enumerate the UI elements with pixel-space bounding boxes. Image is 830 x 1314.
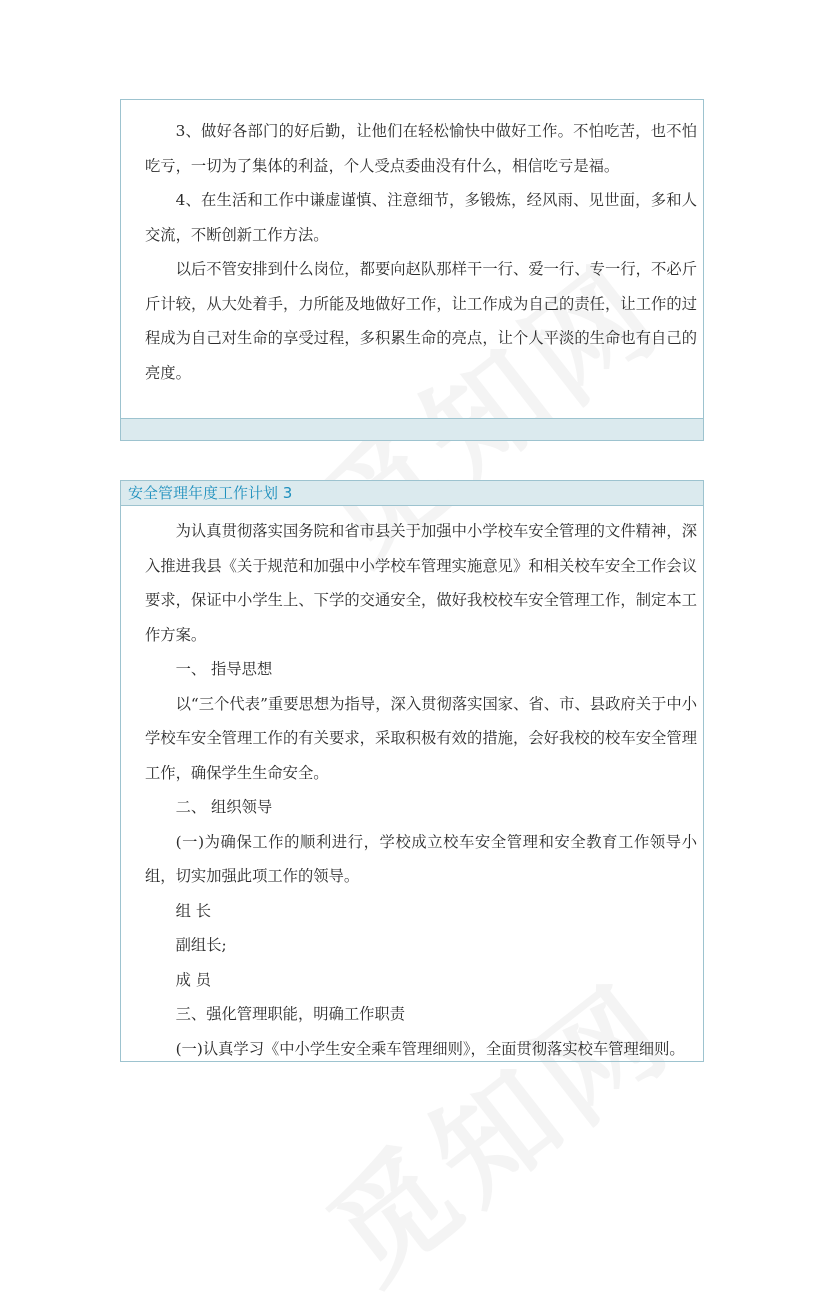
heading-organization: 二、 组织领导 xyxy=(175,798,273,816)
section-box-continued xyxy=(120,99,704,441)
paragraph: (一)认真学习《中小学生安全乘车管理细则》，全面贯彻落实校车管理细则。 xyxy=(175,1039,685,1058)
heading-guiding-ideology: 一、 指导思想 xyxy=(175,660,273,678)
paragraph: 以后不管安排到什么岗位，都要向赵队那样干一行、爱一行、专一行，不必斤斤计较，从大处着手，力所能及地做好工作，让工作成为自己的责任，让工作的过程成为自己对生命的享受过程，多积累生命的亮点，让个人平淡的生命也有自己的亮度。 xyxy=(145,260,697,382)
heading-duties: 三、强化管理职能，明确工作职责 xyxy=(175,1005,406,1023)
section-box-plan-3 xyxy=(120,480,704,1062)
paragraph: 3、做好各部门的好后勤，让他们在轻松愉快中做好工作。不怕吃苦，也不怕吃亏，一切为了集体的利益，个人受点委曲没有什么，相信吃亏是福。 xyxy=(145,122,697,175)
role-deputy-leader: 副组长; xyxy=(175,936,227,954)
paragraph: 4、在生活和工作中谦虚谨慎、注意细节，多锻炼，经风雨、见世面，多和人交流，不断创新工作方法。 xyxy=(145,191,697,244)
section-content xyxy=(121,506,703,1066)
role-members: 成 员 xyxy=(175,970,212,989)
section-title: 安全管理年度工作计划 3 xyxy=(121,481,703,506)
section-footer-bar xyxy=(121,418,703,440)
role-leader: 组 长 xyxy=(175,901,212,920)
paragraph: 以“三个代表”重要思想为指导，深入贯彻落实国家、省、市、县政府关于中小学校车安全管理工作的有关要求，采取积极有效的措施，会好我校的校车安全管理工作，确保学生生命安全。 xyxy=(145,694,697,782)
paragraph: (一)为确保工作的顺利进行，学校成立校车安全管理和安全教育工作领导小组，切实加强此项工作的领导。 xyxy=(145,832,697,885)
section-content xyxy=(121,100,703,390)
paragraph: 为认真贯彻落实国务院和省市县关于加强中小学校车安全管理的文件精神，深入推进我县《关于规范和加强中小学校车管理实施意见》和相关校车安全工作会议要求，保证中小学生上、下学的交通安全，做好我校校车安全管理工作，制定本工作方案。 xyxy=(145,522,697,644)
